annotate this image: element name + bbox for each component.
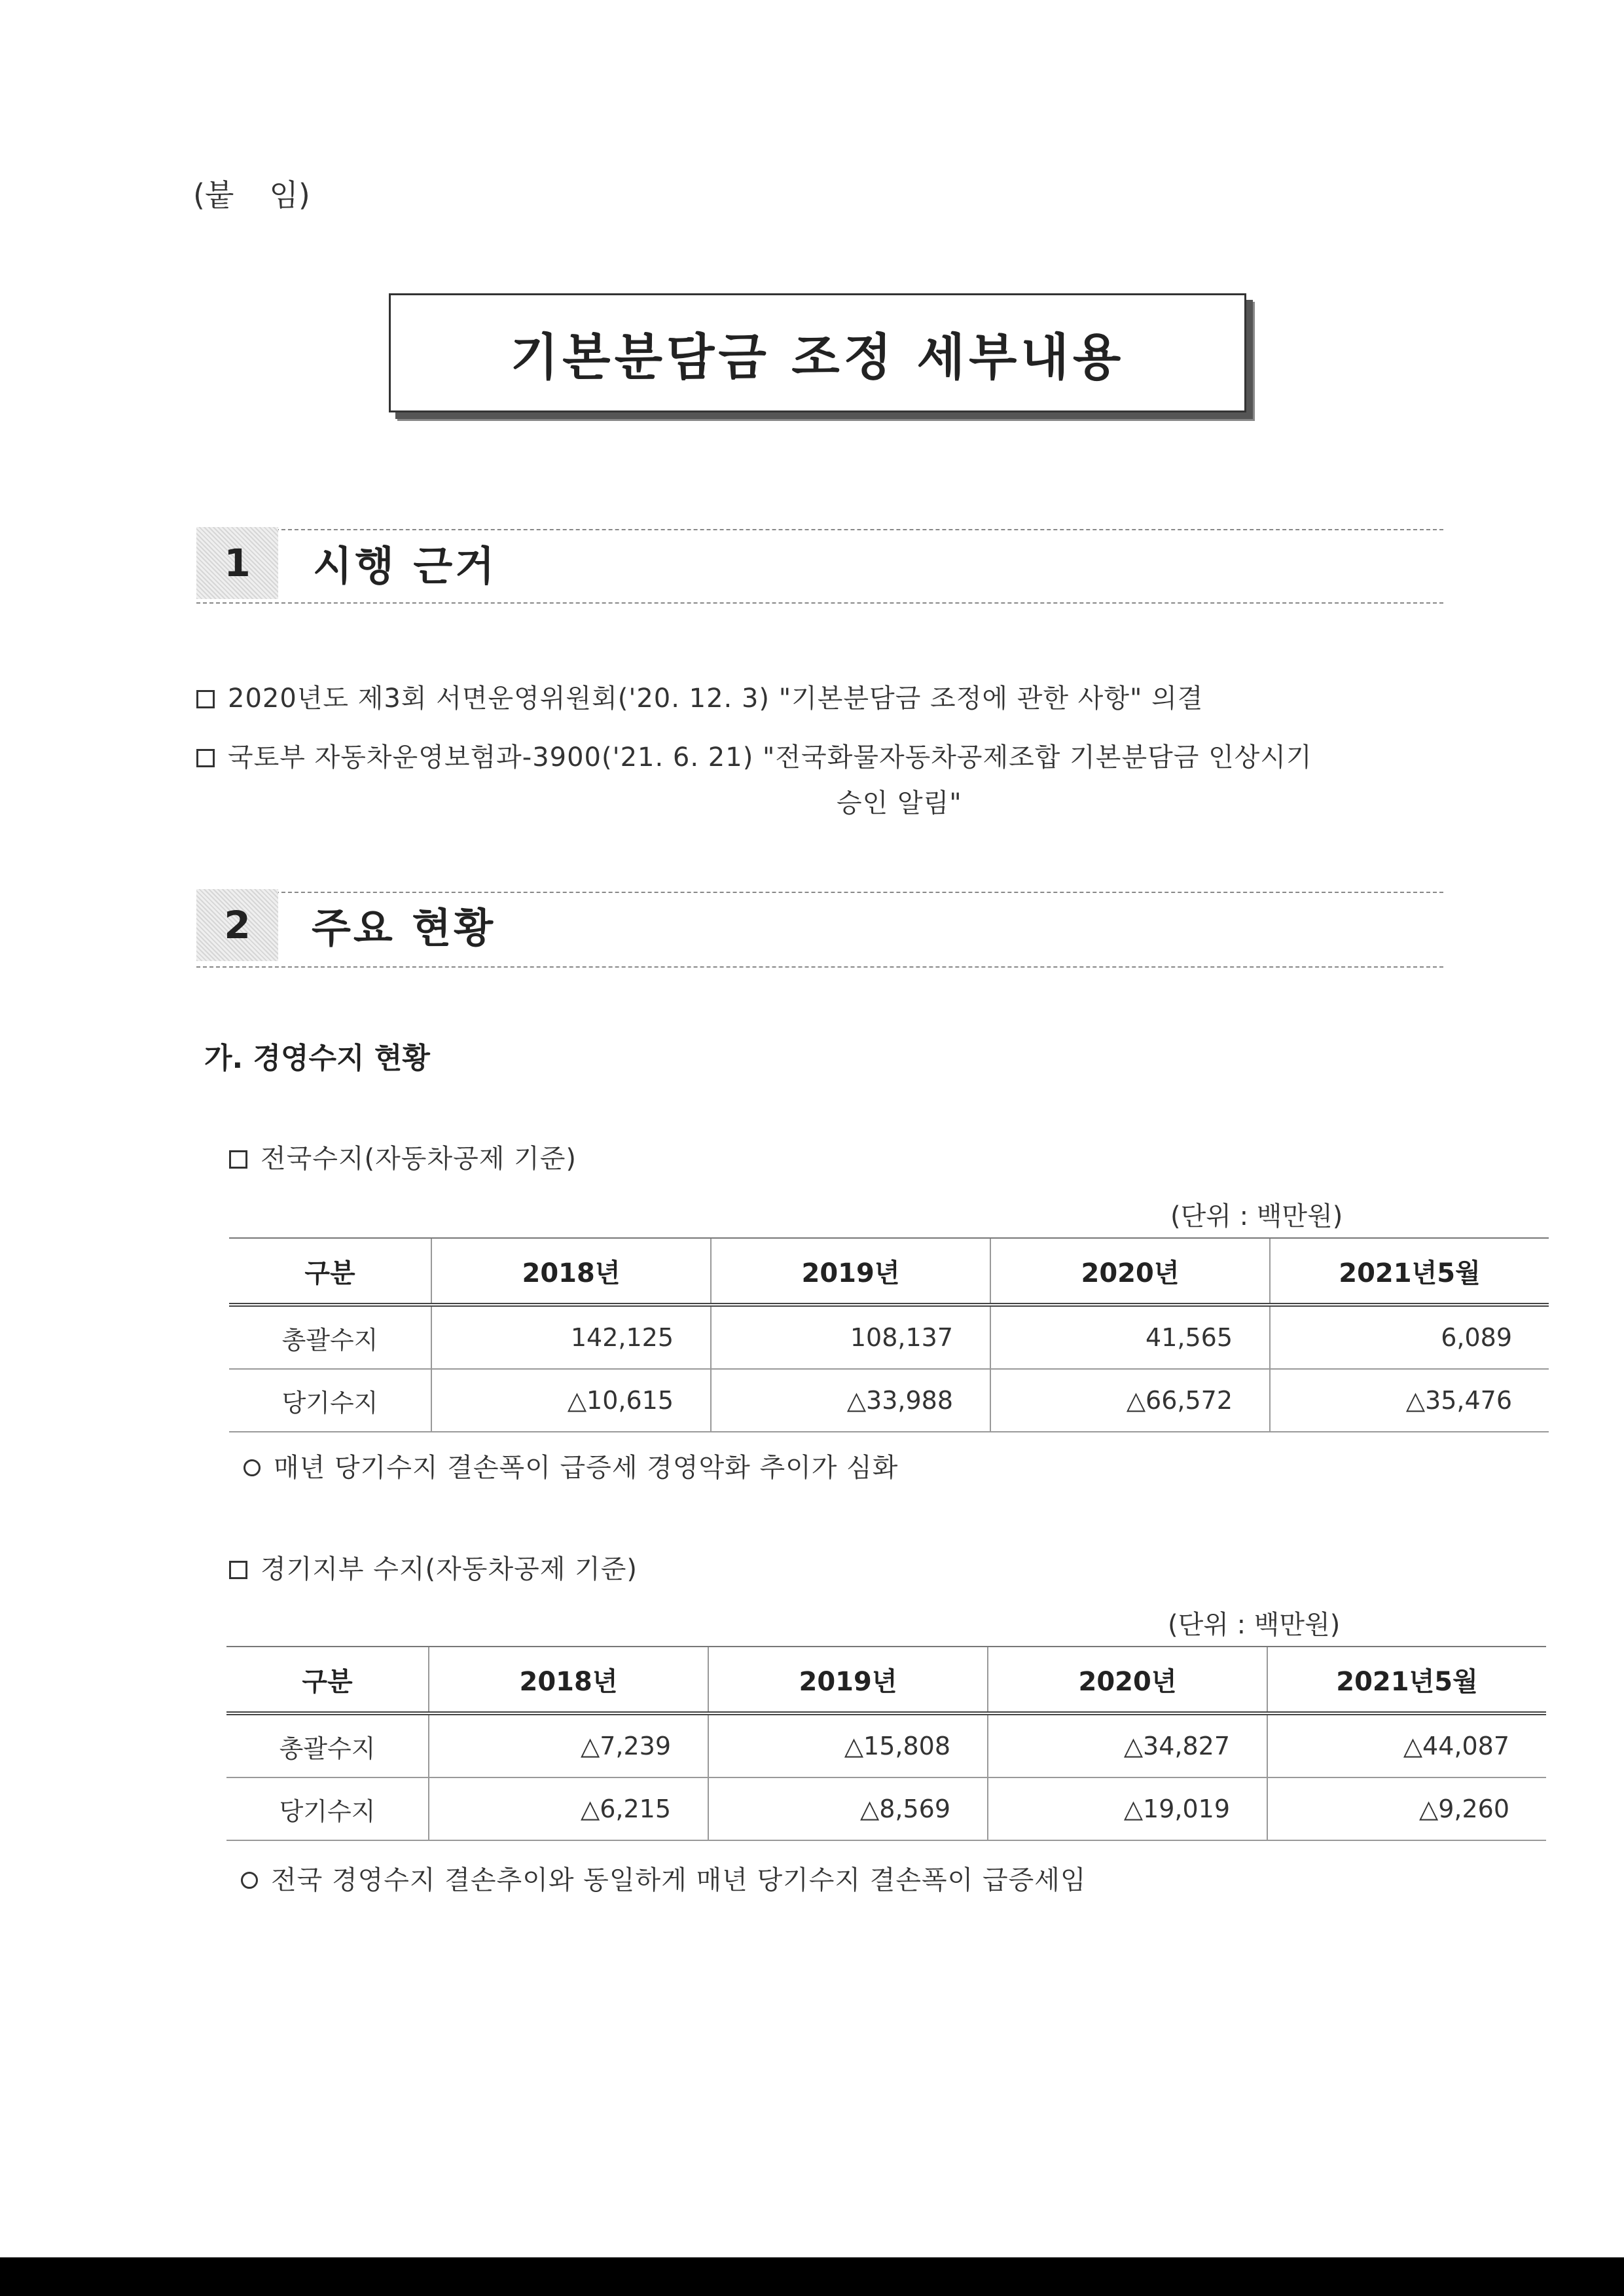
table-header-cell: 2018년: [429, 1647, 708, 1713]
subsection-heading: 가. 경영수지 현황: [204, 1042, 430, 1075]
table-row: [229, 1305, 1549, 1369]
table-cell: 41,565: [990, 1305, 1270, 1369]
table-2-unit: (단위 : 백만원): [1168, 1610, 1341, 1640]
table-cell: △33,988: [711, 1369, 990, 1432]
section-1-title: 시행 근거: [313, 542, 497, 590]
table-header-cell: 2018년: [431, 1238, 711, 1305]
circle-bullet-icon: [241, 1872, 258, 1889]
section-1-bullet-2-continuation: 승인 알림": [837, 788, 962, 818]
table-row: [226, 1713, 1546, 1777]
table-1: [229, 1237, 1549, 1432]
table-2-caption: [229, 1548, 638, 1586]
table-cell: △7,239: [429, 1713, 708, 1777]
table-1-caption: [229, 1138, 577, 1175]
table-1-caption-text: 전국수지(자동차공제 기준): [261, 1144, 577, 1174]
section-1-bullet-1-text: 2020년도 제3회 서면운영위원회('20. 12. 3) "기본분담금 조정에 관한 사항" 의결: [228, 683, 1204, 714]
table-header-cell: 구분: [229, 1238, 431, 1305]
table-2-note-text: 전국 경영수지 결손추이와 동일하게 매년 당기수지 결손폭이 급증세임: [271, 1865, 1087, 1895]
table-row: [229, 1369, 1549, 1432]
section-2-top-rule: [196, 892, 1443, 893]
table-cell: △35,476: [1270, 1369, 1549, 1432]
section-1-bullet-2: [196, 737, 1312, 774]
table-1-note-text: 매년 당기수지 결손폭이 급증세 경영악화 추이가 심화: [274, 1453, 899, 1483]
table-cell: △10,615: [431, 1369, 711, 1432]
table-1-unit: (단위 : 백만원): [1170, 1201, 1343, 1231]
table-cell: △19,019: [988, 1777, 1267, 1840]
section-1-top-rule: [196, 529, 1443, 530]
attachment-label: [193, 172, 346, 215]
document-title: 기본분담금 조정 세부내용: [510, 327, 1125, 386]
scan-edge-bar: [0, 2257, 1624, 2296]
table-cell: △9,260: [1267, 1777, 1546, 1840]
table-header-cell: 구분: [226, 1647, 429, 1713]
attachment-label-part-1: (붙: [193, 177, 234, 213]
table-header-cell: 2019년: [708, 1647, 988, 1713]
section-1-bottom-rule: [196, 602, 1443, 604]
table-2-note: [241, 1859, 1087, 1897]
table-row-label: 당기수지: [226, 1777, 429, 1840]
section-1-number: 1: [196, 527, 278, 599]
checkbox-square-icon: [229, 1561, 247, 1579]
table-cell: 6,089: [1270, 1305, 1549, 1369]
table-cell: △44,087: [1267, 1713, 1546, 1777]
table-header-cell: 2020년: [990, 1238, 1270, 1305]
table-2-caption-text: 경기지부 수지(자동차공제 기준): [261, 1554, 638, 1584]
table-cell: △15,808: [708, 1713, 988, 1777]
section-1-bullet-1: [196, 678, 1203, 715]
checkbox-square-icon: [229, 1150, 247, 1169]
table-header-cell: 2019년: [711, 1238, 990, 1305]
table-header-cell: 2021년5월: [1267, 1647, 1546, 1713]
table-cell: △8,569: [708, 1777, 988, 1840]
section-2-number: 2: [196, 889, 278, 961]
table-cell: △66,572: [990, 1369, 1270, 1432]
section-2-bottom-rule: [196, 966, 1443, 968]
table-cell: 108,137: [711, 1305, 990, 1369]
table-header-cell: 2020년: [988, 1647, 1267, 1713]
circle-bullet-icon: [244, 1459, 261, 1476]
table-1-note: [244, 1447, 898, 1484]
table-row-label: 당기수지: [229, 1369, 431, 1432]
checkbox-square-icon: [196, 690, 215, 708]
table-row-label: 총괄수지: [229, 1305, 431, 1369]
table-row-label: 총괄수지: [226, 1713, 429, 1777]
table-cell: △34,827: [988, 1713, 1267, 1777]
table-header-row: [229, 1238, 1549, 1305]
table-row: [226, 1777, 1546, 1840]
document-title-box: [389, 293, 1246, 412]
table-header-row: [226, 1647, 1546, 1713]
table-cell: 142,125: [431, 1305, 711, 1369]
table-cell: △6,215: [429, 1777, 708, 1840]
attachment-label-part-2: 임): [269, 177, 310, 213]
section-1-bullet-2-text: 국토부 자동차운영보험과-3900('21. 6. 21) "전국화물자동차공제조합 기본분담금 인상시기: [228, 742, 1312, 773]
checkbox-square-icon: [196, 749, 215, 767]
table-header-cell: 2021년5월: [1270, 1238, 1549, 1305]
section-2-title: 주요 현황: [312, 904, 496, 952]
table-2: [226, 1646, 1546, 1841]
